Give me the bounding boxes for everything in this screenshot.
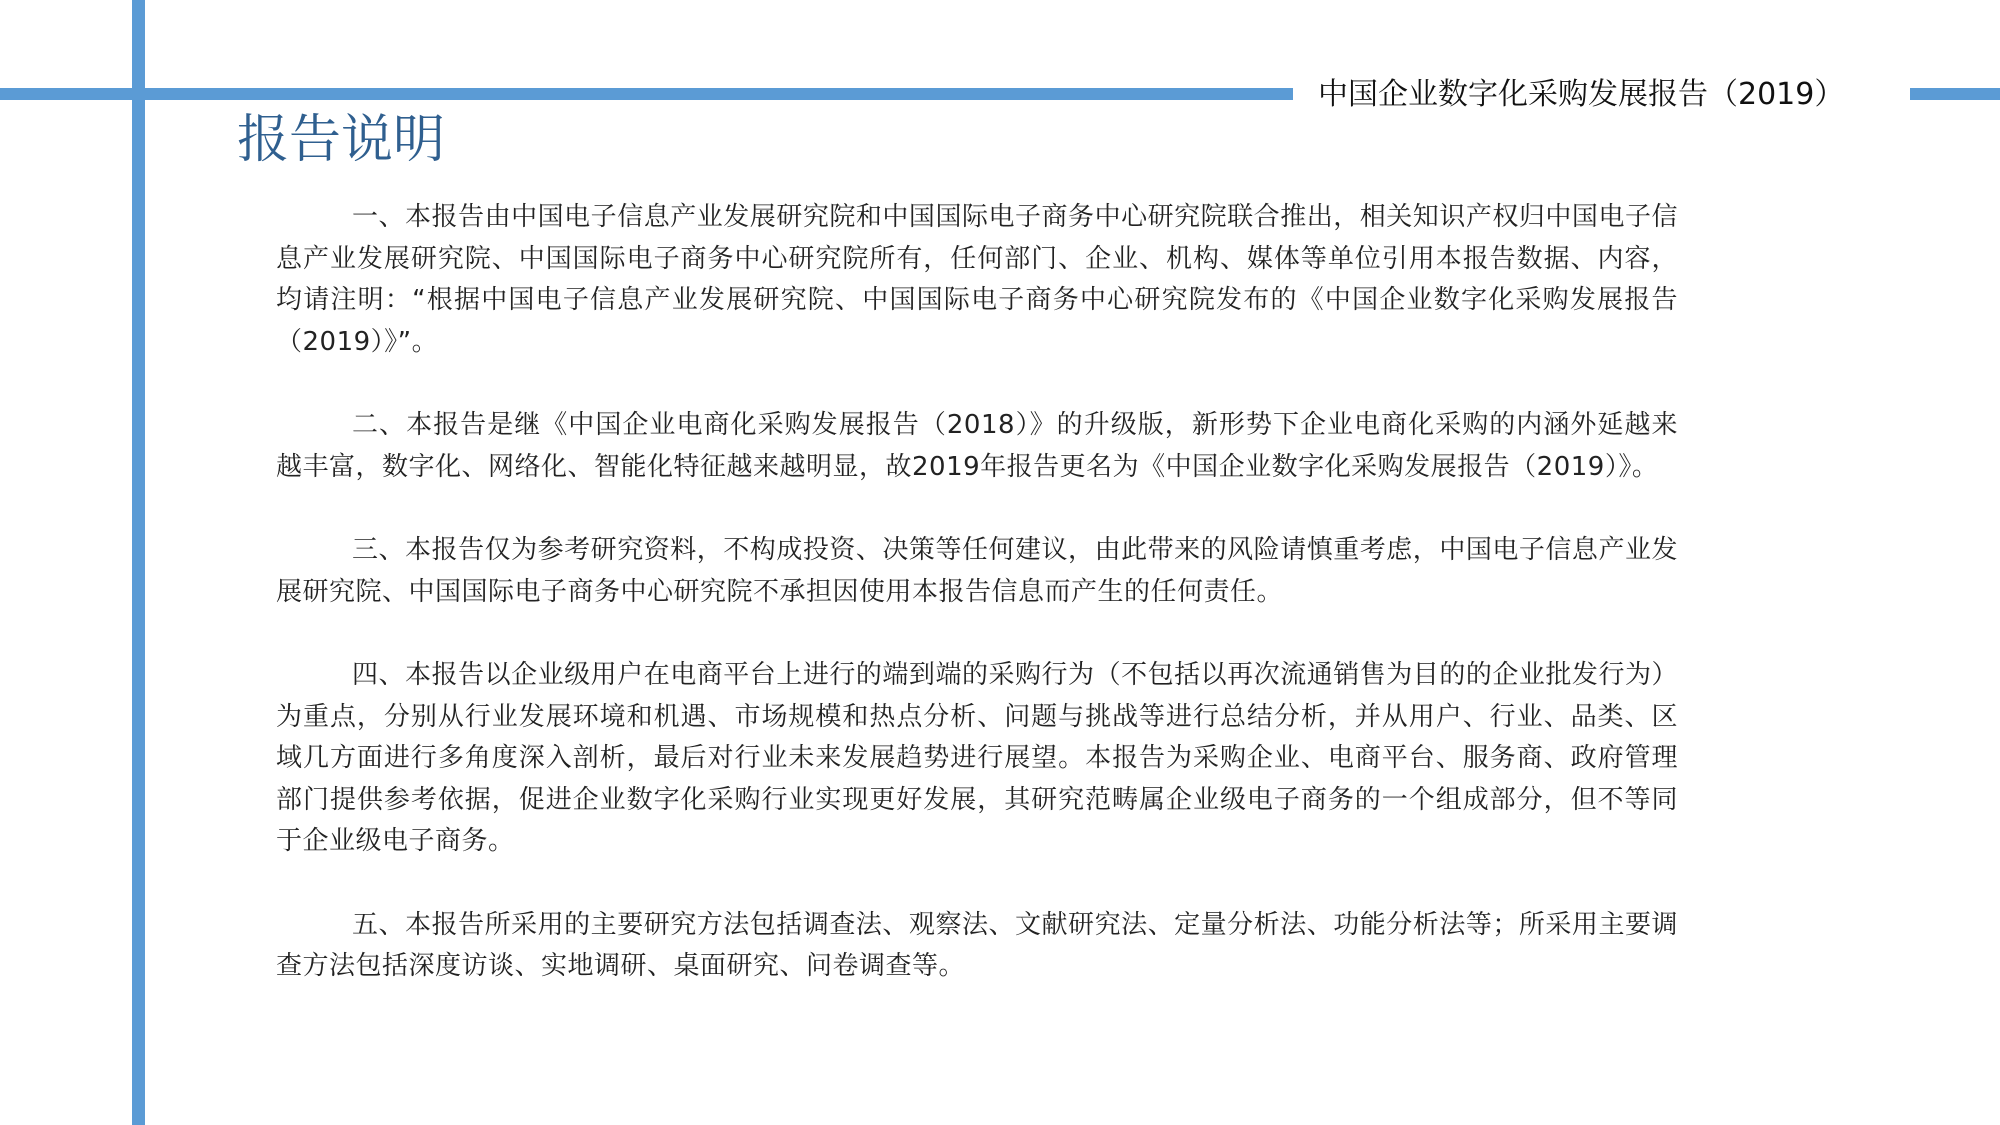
note-paragraph-5: 五、本报告所采用的主要研究方法包括调查法、观察法、文献研究法、定量分析法、功能分析法等；所采用主要调查方法包括深度访谈、实地调研、桌面研究、问卷调查等。: [276, 909, 1678, 981]
report-notes-body: [276, 197, 1678, 1030]
note-paragraph-2: 二、本报告是继《中国企业电商化采购发展报告（2018）》的升级版，新形势下企业电商化采购的内涵外延越来越丰富，数字化、网络化、智能化特征越来越明显，故2019年报告更名为《中国企业数字化采购发展报告（2019）》。: [276, 410, 1678, 482]
note-paragraph-1: 一、本报告由中国电子信息产业发展研究院和中国国际电子商务中心研究院联合推出，相关知识产权归中国电子信息产业发展研究院、中国国际电子商务中心研究院所有，任何部门、企业、机构、媒体等单位引用本报告数据、内容，均请注明：“根据中国电子信息产业发展研究院、中国国际电子商务中心研究院发布的《中国企业数字化采购发展报告（2019）》”。: [276, 202, 1678, 357]
horizontal-accent-bar-left: [0, 88, 1293, 100]
page-title: 报告说明: [237, 110, 446, 170]
report-header-title: 中国企业数字化采购发展报告（2019）: [1318, 77, 1845, 112]
vertical-accent-bar: [132, 0, 145, 1125]
note-paragraph-4: 四、本报告以企业级用户在电商平台上进行的端到端的采购行为（不包括以再次流通销售为目的的企业批发行为）为重点，分别从行业发展环境和机遇、市场规模和热点分析、问题与挑战等进行总结分析，并从用户、行业、品类、区域几方面进行多角度深入剖析，最后对行业未来发展趋势进行展望。本报告为采购企业、电商平台、服务商、政府管理部门提供参考依据，促进企业数字化采购行业实现更好发展，其研究范畴属企业级电子商务的一个组成部分，但不等同于企业级电子商务。: [276, 660, 1678, 856]
horizontal-accent-bar-right: [1910, 88, 2000, 100]
note-paragraph-3: 三、本报告仅为参考研究资料，不构成投资、决策等任何建议，由此带来的风险请慎重考虑，中国电子信息产业发展研究院、中国国际电子商务中心研究院不承担因使用本报告信息而产生的任何责任。: [276, 535, 1678, 607]
